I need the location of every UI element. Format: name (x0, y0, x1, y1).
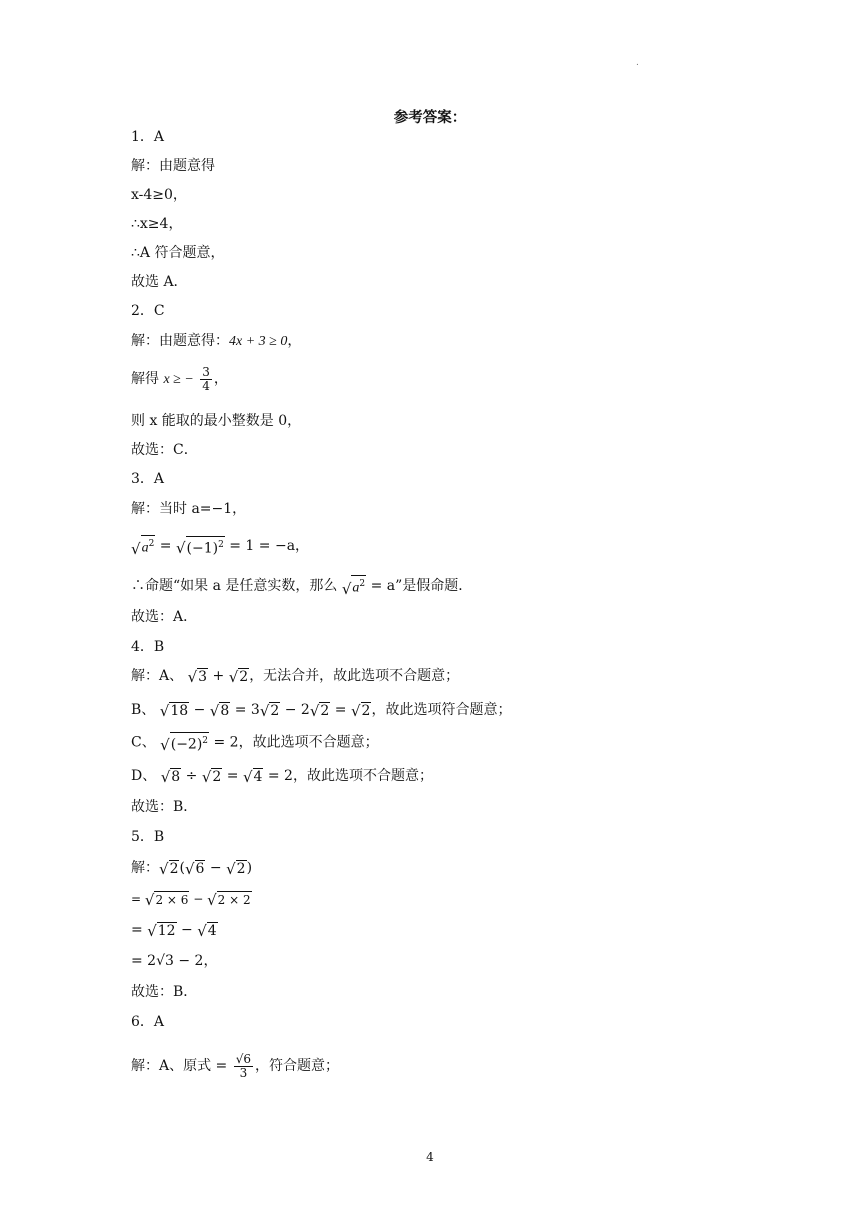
answer-1-line-3: ∴x≥4， (131, 216, 183, 232)
answer-2-label: 2．C (131, 303, 165, 319)
answer-4-conclusion: 故选：B． (131, 799, 198, 815)
answer-6-line-1: 解：A、原式 = $\frac{√6}{3}$ ，符合题意； (131, 1051, 340, 1080)
answer-2-line-4: 故选：C． (131, 442, 198, 458)
answer-4-option-d: D、 √ 8 ÷ √ 2 = √ 4 = 2，故此选项不合题意； (131, 767, 433, 786)
answer-5-conclusion: 故选：B． (131, 984, 198, 1000)
answer-5-line-1: 解： √ 2 ( √ 6 − √ 2 ) (131, 859, 253, 878)
answer-6-label: 6．A (131, 1014, 165, 1030)
answer-2-line-1: 解：由题意得：4x + 3 ≥ 0， (131, 333, 302, 349)
answer-4-option-c: C、 √ $(-2)^2$ = 2，故此选项不合题意； (131, 732, 379, 752)
answer-2-line-3: 则 x 能取的最小整数是 0， (131, 413, 302, 429)
answer-1-line-1: 解：由题意得 (131, 158, 215, 174)
inequality-math: 4x + 3 ≥ 0 (229, 334, 288, 349)
answer-1-line-4: ∴A 符合题意， (131, 245, 225, 261)
answer-3-line-2: √ $a^2$ = √ $(-1)^2$ = 1 = −a， (131, 535, 309, 559)
page-number: 4 (426, 1150, 434, 1164)
answer-5-line-3: = √ 12 − √ 4 (131, 921, 217, 940)
answer-1-label: 1．A (131, 129, 165, 145)
answer-4-option-b: B、 √ 18 − √ 8 = 3 √ 2 − 2 √ 2 = √ 2 ，故此选项符合题意； (131, 701, 512, 720)
fraction-3-4: $\frac{3}{4}$ (202, 364, 210, 393)
answer-2-line-2: 解得 x ≥ − $\frac{3}{4}$ ， (131, 364, 228, 393)
answer-5-line-4: = 2√3 − 2， (131, 953, 218, 969)
answer-5-line-2: = √ 2 × 6 − √ 2 × 2 (131, 891, 251, 909)
answer-5-label: 5．B (131, 829, 165, 845)
answer-3-line-1: 解：当时 a=−1， (131, 501, 247, 517)
answer-3-line-4: 故选：A． (131, 609, 198, 625)
answer-1-line-5: 故选 A． (131, 274, 188, 290)
answer-3-label: 3．A (131, 471, 165, 487)
page-title: 参考答案： (393, 109, 467, 126)
answer-1-line-2: x-4≥0， (131, 187, 187, 203)
fraction-sqrt6-3: $\frac{√6}{3}$ (235, 1051, 252, 1080)
answer-4-label: 4．B (131, 639, 165, 655)
header-dot: . (636, 58, 639, 68)
answer-3-line-3: ∴命题“如果 a 是任意实数，那么 √ $a^2$ = a”是假命题． (131, 575, 472, 599)
answer-4-option-a: 解：A、 √ 3 + √ 2 ，无法合并，故此选项不合题意； (131, 667, 460, 686)
